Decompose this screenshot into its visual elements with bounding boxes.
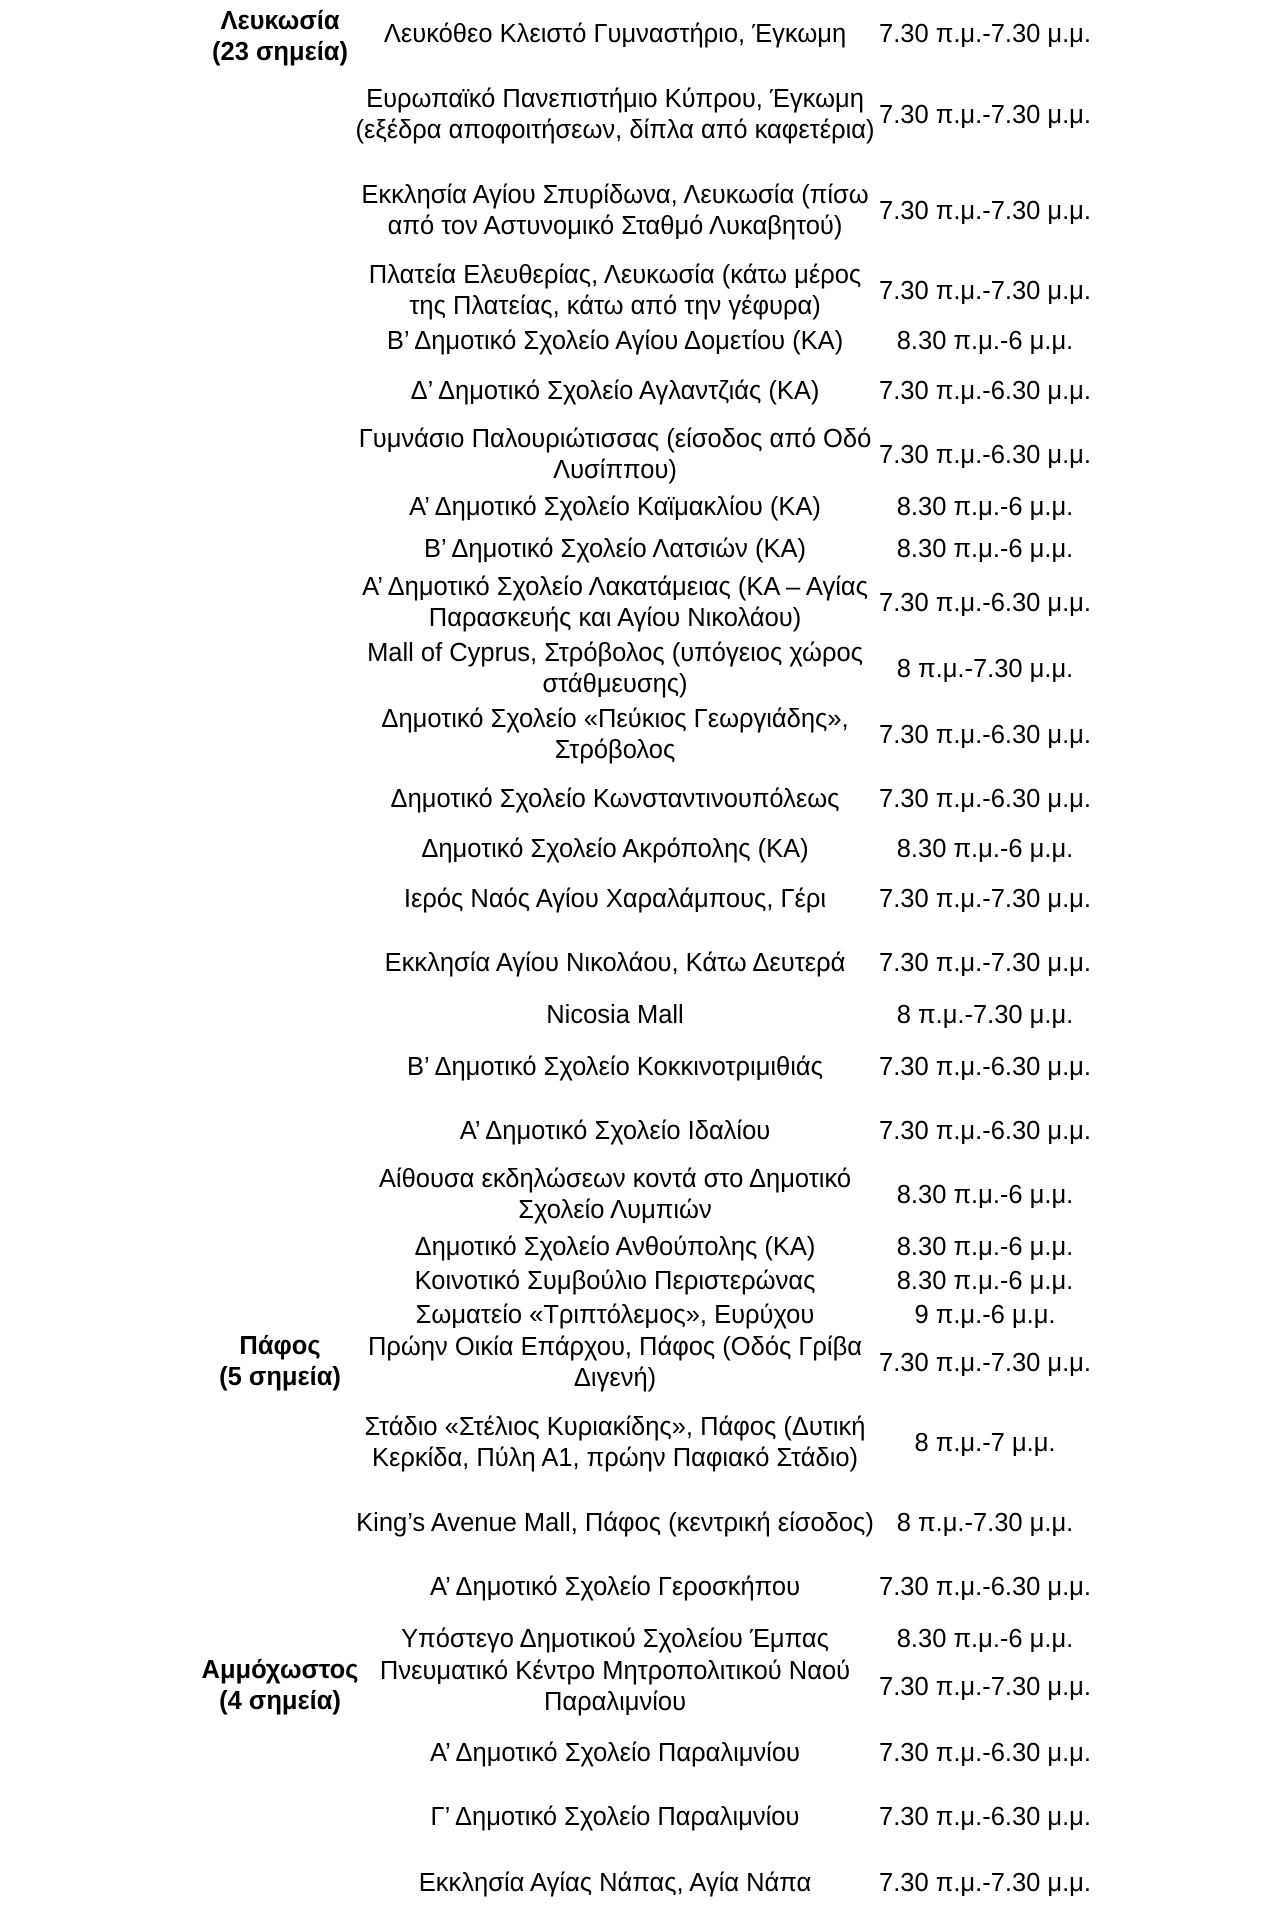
location-cell: Β’ Δημοτικό Σχολείο Κοκκινοτριμιθιάς [407,1052,823,1081]
location-cell: Σωματείο «Τριπτόλεμος», Ευρύχου [415,1300,815,1329]
location-cell: Στάδιο «Στέλιος Κυριακίδης», Πάφος (Δυτική Κερκίδα, Πύλη Α1, πρώην Παφιακό Στάδιο) [364,1413,866,1472]
location-cell: Λευκόθεο Κλειστό Γυμναστήριο, Έγκωμη [383,19,847,48]
location-cell: Δημοτικό Σχολείο Κωνσταντινουπόλεως [390,784,840,813]
location-cell: Α’ Δημοτικό Σχολείο Λακατάμειας (ΚΑ – Αγίας Παρασκευής και Αγίου Νικολάου) [362,573,868,632]
location-cell: Α’ Δημοτικό Σχολείο Καϊμακλίου (ΚΑ) [409,492,821,521]
hours-cell: 7.30 π.μ.-7.30 μ.μ. [879,1868,1091,1897]
location-cell: Κοινοτικό Συμβούλιο Περιστερώνας [414,1266,816,1295]
region-cell-paphos [190,1331,370,1401]
hours-cell: 8.30 π.μ.-6 μ.μ. [896,1180,1074,1209]
region-name: Αμμόχωστος [201,1656,359,1684]
hours-cell: 7.30 π.μ.-7.30 μ.μ. [879,276,1091,305]
region-count: (5 σημεία) [219,1363,341,1391]
hours-cell: 7.30 π.μ.-7.30 μ.μ. [879,1348,1091,1377]
hours-cell: 7.30 π.μ.-6.30 μ.μ. [879,1802,1091,1831]
location-cell: Εκκλησία Αγίας Νάπας, Αγία Νάπα [418,1868,812,1897]
hours-cell: 8.30 π.μ.-6 μ.μ. [896,326,1074,355]
hours-cell: 7.30 π.μ.-6.30 μ.μ. [879,1116,1091,1145]
location-cell: King’s Avenue Mall, Πάφος (κεντρική είσοδος) [356,1508,874,1537]
location-cell: Δημοτικό Σχολείο Ακρόπολης (ΚΑ) [421,834,809,863]
region-count: (4 σημεία) [219,1687,341,1715]
region-cell-nicosia [190,6,370,76]
location-cell: Γυμνάσιο Παλουριώτισσας (είσοδος από Οδό Λυσίππου) [358,425,872,484]
hours-cell: 7.30 π.μ.-7.30 μ.μ. [879,100,1091,129]
region-cell-famagusta [190,1655,370,1725]
hours-cell: 7.30 π.μ.-7.30 μ.μ. [879,1672,1091,1701]
hours-cell: 8.30 π.μ.-6 μ.μ. [896,492,1074,521]
hours-cell: 8 π.μ.-7.30 μ.μ. [896,1000,1074,1029]
hours-cell: 7.30 π.μ.-7.30 μ.μ. [879,948,1091,977]
hours-cell: 8.30 π.μ.-6 μ.μ. [896,1266,1074,1295]
hours-cell: 7.30 π.μ.-6.30 μ.μ. [879,1052,1091,1081]
hours-cell: 8.30 π.μ.-6 μ.μ. [896,534,1074,563]
location-cell: Δημοτικό Σχολείο «Πεύκιος Γεωργιάδης», Στρόβολος [381,705,849,764]
hours-cell: 8 π.μ.-7.30 μ.μ. [896,654,1074,683]
hours-cell: 7.30 π.μ.-6.30 μ.μ. [879,784,1091,813]
location-cell: Α’ Δημοτικό Σχολείο Παραλιμνίου [430,1738,800,1767]
location-cell: Α’ Δημοτικό Σχολείο Γεροσκήπου [429,1572,801,1601]
location-cell: Β’ Δημοτικό Σχολείο Λατσιών (ΚΑ) [423,534,806,563]
location-cell: Εκκλησία Αγίου Νικολάου, Κάτω Δευτερά [384,948,846,977]
location-cell: Δ’ Δημοτικό Σχολείο Αγλαντζιάς (ΚΑ) [410,376,820,405]
hours-cell: 7.30 π.μ.-7.30 μ.μ. [879,19,1091,48]
hours-cell: 7.30 π.μ.-6.30 μ.μ. [879,1738,1091,1767]
hours-cell: 7.30 π.μ.-6.30 μ.μ. [879,1572,1091,1601]
region-name: Λευκωσία [220,7,340,35]
location-cell: Mall of Cyprus, Στρόβολος (υπόγειος χώρος στάθμευσης) [367,639,863,698]
hours-cell: 7.30 π.μ.-6.30 μ.μ. [879,440,1091,469]
location-cell: Πλατεία Ελευθερίας, Λευκωσία (κάτω μέρος της Πλατείας, κάτω από την γέφυρα) [368,261,862,320]
region-count: (23 σημεία) [212,38,348,66]
hours-cell: 8.30 π.μ.-6 μ.μ. [896,834,1074,863]
hours-cell: 7.30 π.μ.-6.30 μ.μ. [879,588,1091,617]
hours-cell: 8.30 π.μ.-6 μ.μ. [896,1624,1074,1653]
location-cell: Εκκλησία Αγίου Σπυρίδωνα, Λευκωσία (πίσω από τον Αστυνομικό Σταθμό Λυκαβητού) [361,181,869,240]
location-cell: Nicosia Mall [546,1000,684,1029]
location-cell: Α’ Δημοτικό Σχολείο Ιδαλίου [459,1116,771,1145]
hours-cell: 8 π.μ.-7.30 μ.μ. [896,1508,1074,1537]
location-cell: Γ’ Δημοτικό Σχολείο Παραλιμνίου [430,1802,800,1831]
hours-cell: 7.30 π.μ.-6.30 μ.μ. [879,376,1091,405]
location-cell: Υπόστεγο Δημοτικού Σχολείου Έμπας [401,1624,829,1653]
location-cell: Πρώην Οικία Επάρχου, Πάφος (Οδός Γρίβα Διγενή) [367,1333,863,1392]
hours-cell: 8.30 π.μ.-6 μ.μ. [896,1232,1074,1261]
hours-cell: 7.30 π.μ.-7.30 μ.μ. [879,196,1091,225]
hours-cell: 9 π.μ.-6 μ.μ. [914,1300,1056,1329]
location-cell: Ευρωπαϊκό Πανεπιστήμιο Κύπρου, Έγκωμη (εξέδρα αποφοιτήσεων, δίπλα από καφετέρια) [355,85,875,144]
location-cell: Β’ Δημοτικό Σχολείο Αγίου Δομετίου (ΚΑ) [386,326,844,355]
hours-cell: 8 π.μ.-7 μ.μ. [914,1428,1056,1457]
region-name: Πάφος [239,1332,321,1360]
location-cell: Αίθουσα εκδηλώσεων κοντά στο Δημοτικό Σχολείο Λυμπιών [378,1165,852,1224]
location-cell: Δημοτικό Σχολείο Ανθούπολης (ΚΑ) [414,1232,816,1261]
hours-cell: 7.30 π.μ.-7.30 μ.μ. [879,884,1091,913]
location-cell: Ιερός Ναός Αγίου Χαραλάμπους, Γέρι [403,884,827,913]
location-cell: Πνευματικό Κέντρο Μητροπολιτικού Ναού Παραλιμνίου [379,1657,851,1716]
hours-cell: 7.30 π.μ.-6.30 μ.μ. [879,720,1091,749]
